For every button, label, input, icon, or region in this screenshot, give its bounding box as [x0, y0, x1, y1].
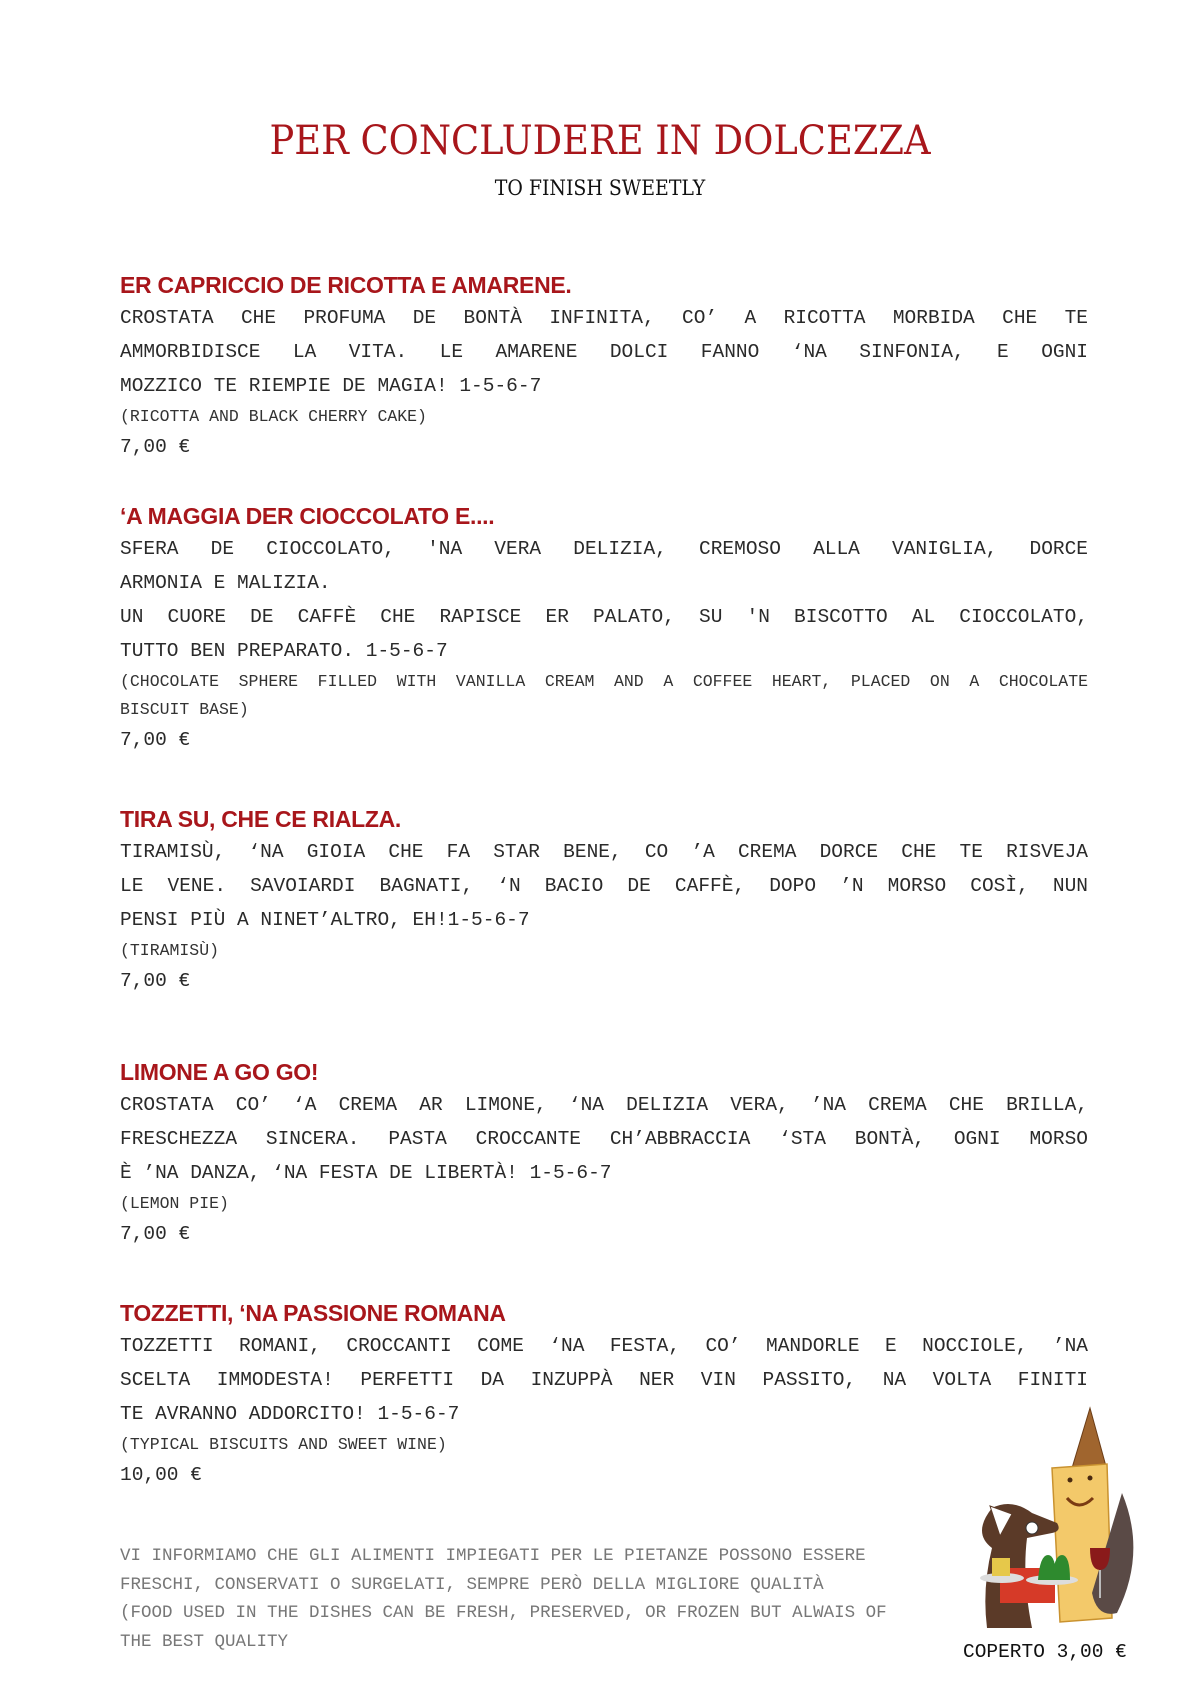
menu-item-translation: (CHOCOLATE SPHERE FILLED WITH VANILLA CREAM AND A COFFEE HEART, PLACED ON A CHOCOLATE	[120, 672, 1088, 691]
wolf-mascot-illustration	[972, 1398, 1137, 1630]
footer-line: FRESCHI, CONSERVATI O SURGELATI, SEMPRE PERÒ DELLA MIGLIORE QUALITÀ	[120, 1574, 824, 1595]
menu-item-description-line: FRESCHEZZA SINCERA. PASTA CROCCANTE CH’ABBRACCIA ‘STA BONTÀ, OGNI MORSO	[120, 1128, 1088, 1150]
menu-item	[120, 804, 1088, 997]
footer-line: THE BEST QUALITY	[120, 1631, 289, 1652]
menu-item-translation: (TIRAMISÙ)	[120, 941, 220, 960]
menu-item-description-line: SCELTA IMMODESTA! PERFETTI DA INZUPPÀ NER VIN PASSITO, NA VOLTA FINITI	[120, 1369, 1088, 1391]
page-title: PER CONCLUDERE IN DOLCEZZA	[269, 118, 931, 164]
menu-item-price: 7,00 €	[120, 970, 191, 992]
menu-item-description-line: PENSI PIÙ A NINET’ALTRO, EH!1-5-6-7	[120, 909, 530, 931]
footer-notice	[120, 1542, 980, 1656]
menu-item-name: TIRA SU, CHE CE RIALZA.	[120, 806, 402, 832]
menu-item-description-line: TUTTO BEN PREPARATO. 1-5-6-7	[120, 640, 448, 662]
menu-item-description-line: TOZZETTI ROMANI, CROCCANTI COME ‘NA FESTA, CO’ MANDORLE E NOCCIOLE, ’NA	[120, 1335, 1088, 1357]
menu-item-translation: (RICOTTA AND BLACK CHERRY CAKE)	[120, 407, 427, 426]
menu-item-translation: (TYPICAL BISCUITS AND SWEET WINE)	[120, 1435, 447, 1454]
menu-item-description-line: CROSTATA CO’ ‘A CREMA AR LIMONE, ‘NA DELIZIA VERA, ’NA CREMA CHE BRILLA,	[120, 1094, 1088, 1116]
menu-item-description-line: MOZZICO TE RIEMPIE DE MAGIA! 1-5-6-7	[120, 375, 542, 397]
cover-charge: COPERTO 3,00 €	[963, 1641, 1127, 1663]
footer-line: (FOOD USED IN THE DISHES CAN BE FRESH, PRESERVED, OR FROZEN BUT ALWAIS OF	[120, 1603, 887, 1623]
menu-item	[120, 1298, 1088, 1491]
menu-item-description-line: TE AVRANNO ADDORCITO! 1-5-6-7	[120, 1403, 460, 1425]
menu-item-price: 7,00 €	[120, 436, 191, 458]
menu-item-price: 7,00 €	[120, 1223, 191, 1245]
menu-item	[120, 1057, 1088, 1250]
menu-item-name: ‘A MAGGIA DER CIOCCOLATO E....	[120, 503, 495, 529]
menu-item-description-line: ARMONIA E MALIZIA.	[120, 572, 331, 594]
menu-item-description-line: AMMORBIDISCE LA VITA. LE AMARENE DOLCI FANNO ‘NA SINFONIA, E OGNI	[120, 341, 1088, 363]
menu-item-name: LIMONE A GO GO!	[120, 1059, 319, 1085]
menu-item-price: 10,00 €	[120, 1464, 202, 1486]
menu-item-price: 7,00 €	[120, 729, 191, 751]
page-subtitle: TO FINISH SWEETLY	[494, 176, 706, 200]
menu-item-translation: BISCUIT BASE)	[120, 700, 249, 719]
menu-item-name: TOZZETTI, ‘NA PASSIONE ROMANA	[120, 1300, 506, 1326]
menu-item	[120, 501, 1088, 756]
menu-item-description-line: CROSTATA CHE PROFUMA DE BONTÀ INFINITA, CO’ A RICOTTA MORBIDA CHE TE	[120, 307, 1088, 329]
menu-item-name: ER CAPRICCIO DE RICOTTA E AMARENE.	[120, 272, 572, 298]
menu-item-description-line: È ’NA DANZA, ‘NA FESTA DE LIBERTÀ! 1-5-6-7	[120, 1162, 612, 1184]
menu-item	[120, 270, 1088, 463]
footer-line: VI INFORMIAMO CHE GLI ALIMENTI IMPIEGATI PER LE PIETANZE POSSONO ESSERE	[120, 1546, 866, 1566]
menu-item-description-line: SFERA DE CIOCCOLATO, 'NA VERA DELIZIA, CREMOSO ALLA VANIGLIA, DORCE	[120, 538, 1088, 560]
menu-item-description-line: UN CUORE DE CAFFÈ CHE RAPISCE ER PALATO, SU 'N BISCOTTO AL CIOCCOLATO,	[120, 606, 1088, 628]
menu-item-translation: (LEMON PIE)	[120, 1194, 229, 1213]
menu-item-description-line: LE VENE. SAVOIARDI BAGNATI, ‘N BACIO DE CAFFÈ, DOPO ’N MORSO COSÌ, NUN	[120, 875, 1088, 897]
menu-item-description-line: TIRAMISÙ, ‘NA GIOIA CHE FA STAR BENE, CO ’A CREMA DORCE CHE TE RISVEJA	[120, 841, 1088, 863]
